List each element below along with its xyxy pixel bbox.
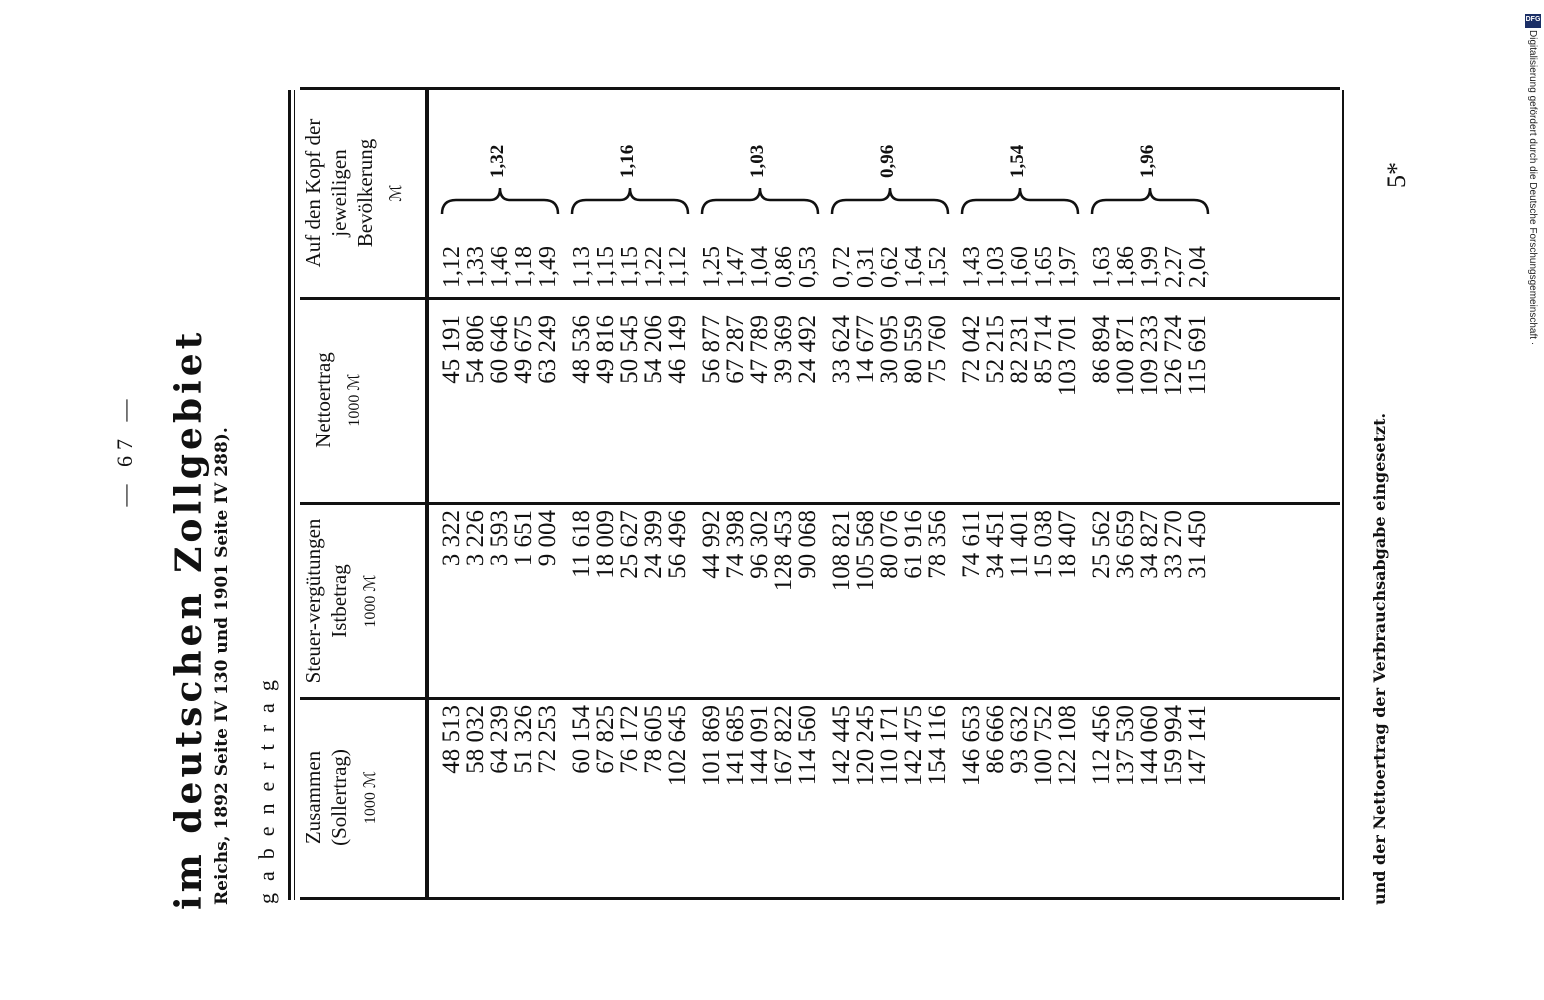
cell: 9 004: [534, 510, 561, 567]
cell: 74 611: [958, 510, 985, 578]
cell: 100 752: [1030, 705, 1057, 787]
brace-group-6: [1092, 188, 1208, 214]
cell: 51 326: [510, 705, 537, 774]
brace-group-4: [832, 188, 948, 214]
cell: 1,04: [747, 246, 773, 288]
cell: 34 451: [982, 510, 1009, 579]
header-zusammen: [300, 705, 384, 890]
cell: 85 714: [1030, 315, 1057, 384]
cell: 25 562: [1088, 510, 1115, 579]
cell: 74 398: [722, 510, 749, 579]
cell: 3 322: [438, 510, 465, 567]
cell: 100 871: [1112, 315, 1139, 397]
cell: 25 627: [616, 510, 643, 579]
cell: 54 206: [640, 315, 667, 384]
cell: 1,03: [983, 246, 1009, 288]
cell: 109 233: [1136, 315, 1163, 397]
cell: 1,12: [665, 246, 691, 288]
cell: 1,43: [959, 246, 985, 288]
cell: 101 869: [698, 705, 725, 787]
cell: 36 659: [1112, 510, 1139, 579]
brace-group-1: [442, 188, 558, 214]
page-subtitle: Reichs, 1892 Seite IV 130 und 1901 Seite IV 288).: [212, 427, 232, 905]
cell: 31 450: [1184, 510, 1211, 579]
cell: 75 760: [924, 315, 951, 384]
header-zusammen-label: Zusammen (Sollertrag): [301, 749, 351, 846]
cell: 1,64: [901, 246, 927, 288]
cell: 80 559: [900, 315, 927, 384]
cell: 48 513: [438, 705, 465, 774]
header-kopf-unit: ℳ: [388, 184, 405, 202]
column-divider-3: [300, 297, 1340, 300]
column-zusammen: [440, 705, 1210, 890]
cell: 159 994: [1160, 705, 1187, 787]
cell: 128 453: [770, 510, 797, 592]
cell: 120 245: [852, 705, 879, 787]
cell: 1,15: [617, 246, 643, 288]
cell: 78 356: [924, 510, 951, 579]
cell: 24 492: [794, 315, 821, 384]
cell: 105 568: [852, 510, 879, 592]
cell: 142 475: [900, 705, 927, 787]
column-divider-1: [300, 697, 1340, 700]
cell: 1,25: [699, 246, 725, 288]
cell: 147 141: [1184, 705, 1211, 787]
cell: 1,86: [1113, 246, 1139, 288]
cell: 3 593: [486, 510, 513, 567]
cell: 0,31: [853, 246, 879, 288]
cell: 1 651: [510, 510, 537, 567]
average-braces: [440, 178, 1444, 218]
cell: 102 645: [664, 705, 691, 787]
header-kopf-label: Auf den Kopf der jeweiligen Bevölkerung: [301, 118, 377, 268]
cell: 115 691: [1184, 315, 1211, 396]
column-netto: [440, 315, 1210, 495]
cell: 72 253: [534, 705, 561, 774]
column-divider-2: [300, 502, 1340, 505]
cell: 1,22: [641, 246, 667, 288]
cell: 78 605: [640, 705, 667, 774]
header-steuer: [300, 510, 384, 692]
cell: 58 032: [462, 705, 489, 774]
cell: 1,13: [569, 246, 595, 288]
group-average: 1,96: [1137, 144, 1158, 178]
cell: 1,60: [1007, 246, 1033, 288]
signature-mark: 5*: [1382, 162, 1411, 188]
cell: 1,63: [1089, 246, 1115, 288]
cell: 14 677: [852, 315, 879, 384]
group-average: 0,96: [877, 144, 898, 178]
cell: 11 401: [1006, 510, 1033, 578]
cell: 114 560: [794, 705, 821, 786]
group-average: 1,16: [617, 144, 638, 178]
cell: 1,97: [1055, 246, 1081, 288]
header-netto-label: Nettoertrag: [311, 352, 335, 448]
brace-group-3: [702, 188, 818, 214]
cell: 49 675: [510, 315, 537, 384]
column-steuer: [440, 510, 1210, 692]
header-steuer-unit: 1000 ℳ: [362, 574, 379, 628]
cell: 1,65: [1031, 246, 1057, 288]
cell: 15 038: [1030, 510, 1057, 579]
header-netto: [310, 305, 368, 495]
cell: 1,52: [925, 246, 951, 288]
digitization-credit: Digitalisierung gefördert durch die Deutsche Forschungsgemeinschaft ·: [1527, 30, 1538, 346]
cell: 144 091: [746, 705, 773, 787]
cell: 110 171: [876, 705, 903, 786]
cell: 76 172: [616, 705, 643, 774]
cell: 46 149: [664, 315, 691, 384]
cell: 52 215: [982, 315, 1009, 384]
cell: 54 806: [462, 315, 489, 384]
cell: 126 724: [1160, 315, 1187, 397]
cell: 167 822: [770, 705, 797, 787]
column-kopf: [440, 218, 1210, 288]
header-steuer-label: Steuer-vergütungen Istbetrag: [301, 518, 351, 684]
cell: 93 632: [1006, 705, 1033, 774]
cell: 142 445: [828, 705, 855, 787]
cell: 1,49: [535, 246, 561, 288]
cell: 34 827: [1136, 510, 1163, 579]
cell: 154 116: [924, 705, 951, 786]
table-caption: gabenertrag: [254, 668, 279, 904]
cell: 80 076: [876, 510, 903, 579]
cell: 72 042: [958, 315, 985, 384]
cell: 1,18: [511, 246, 537, 288]
cell: 63 249: [534, 315, 561, 384]
cell: 47 789: [746, 315, 773, 384]
cell: 67 825: [592, 705, 619, 774]
cell: 1,15: [593, 246, 619, 288]
header-zusammen-unit: 1000 ℳ: [362, 770, 379, 825]
cell: 11 618: [568, 510, 595, 578]
header-kopf: [300, 94, 410, 292]
cell: 146 653: [958, 705, 985, 787]
cell: 61 916: [900, 510, 927, 579]
brace-group-2: [572, 188, 688, 214]
cell: 86 666: [982, 705, 1009, 774]
cell: 60 646: [486, 315, 513, 384]
cell: 1,33: [463, 246, 489, 288]
cell: 103 701: [1054, 315, 1081, 397]
cell: 1,47: [723, 246, 749, 288]
cell: 0,72: [829, 246, 855, 288]
cell: 67 287: [722, 315, 749, 384]
cell: 86 894: [1088, 315, 1115, 384]
group-average: 1,32: [487, 144, 508, 178]
brace-group-5: [962, 188, 1078, 214]
cell: 18 407: [1054, 510, 1081, 579]
cell: 1,12: [439, 246, 465, 288]
cell: 144 060: [1136, 705, 1163, 787]
cell: 96 302: [746, 510, 773, 579]
table-top-rule: [288, 90, 291, 900]
table-left-rule: [300, 897, 1340, 900]
cell: 24 399: [640, 510, 667, 579]
cell: 141 685: [722, 705, 749, 787]
table-right-rule: [300, 87, 1340, 90]
cell: 64 239: [486, 705, 513, 774]
header-bottom-rule: [425, 90, 429, 900]
header-netto-unit: 1000 ℳ: [346, 373, 363, 427]
page-title: im deutschen Zollgebiet: [168, 328, 210, 910]
cell: 56 496: [664, 510, 691, 579]
cell: 60 154: [568, 705, 595, 774]
cell: 39 369: [770, 315, 797, 384]
cell: 122 108: [1054, 705, 1081, 787]
cell: 90 068: [794, 510, 821, 579]
cell: 0,62: [877, 246, 903, 288]
dfg-logo-text: DFG: [1525, 16, 1541, 23]
cell: 50 545: [616, 315, 643, 384]
cell: 112 456: [1088, 705, 1115, 786]
cell: 33 270: [1160, 510, 1187, 579]
cell: 48 536: [568, 315, 595, 384]
cell: 108 821: [828, 510, 855, 592]
cell: 1,46: [487, 246, 513, 288]
cell: 30 095: [876, 315, 903, 384]
cell: 1,99: [1137, 246, 1163, 288]
table-top-rule-thin: [294, 90, 295, 900]
footnote: und der Nettoertrag der Verbrauchsabgabe eingesetzt.: [1370, 412, 1389, 905]
cell: 33 624: [828, 315, 855, 384]
cell: 44 992: [698, 510, 725, 579]
cell: 18 009: [592, 510, 619, 579]
cell: 56 877: [698, 315, 725, 384]
group-average: 1,54: [1007, 144, 1028, 178]
cell: 45 191: [438, 315, 465, 384]
cell: 137 530: [1112, 705, 1139, 787]
group-average: 1,03: [747, 144, 768, 178]
cell: 2,27: [1161, 246, 1187, 288]
cell: 0,86: [771, 246, 797, 288]
cell: 49 816: [592, 315, 619, 384]
cell: 0,53: [795, 246, 821, 288]
table-bottom-rule: [1342, 90, 1344, 900]
cell: 2,04: [1185, 246, 1211, 288]
page-number: — 67 —: [112, 393, 137, 507]
cell: 82 231: [1006, 315, 1033, 384]
cell: 3 226: [462, 510, 489, 567]
